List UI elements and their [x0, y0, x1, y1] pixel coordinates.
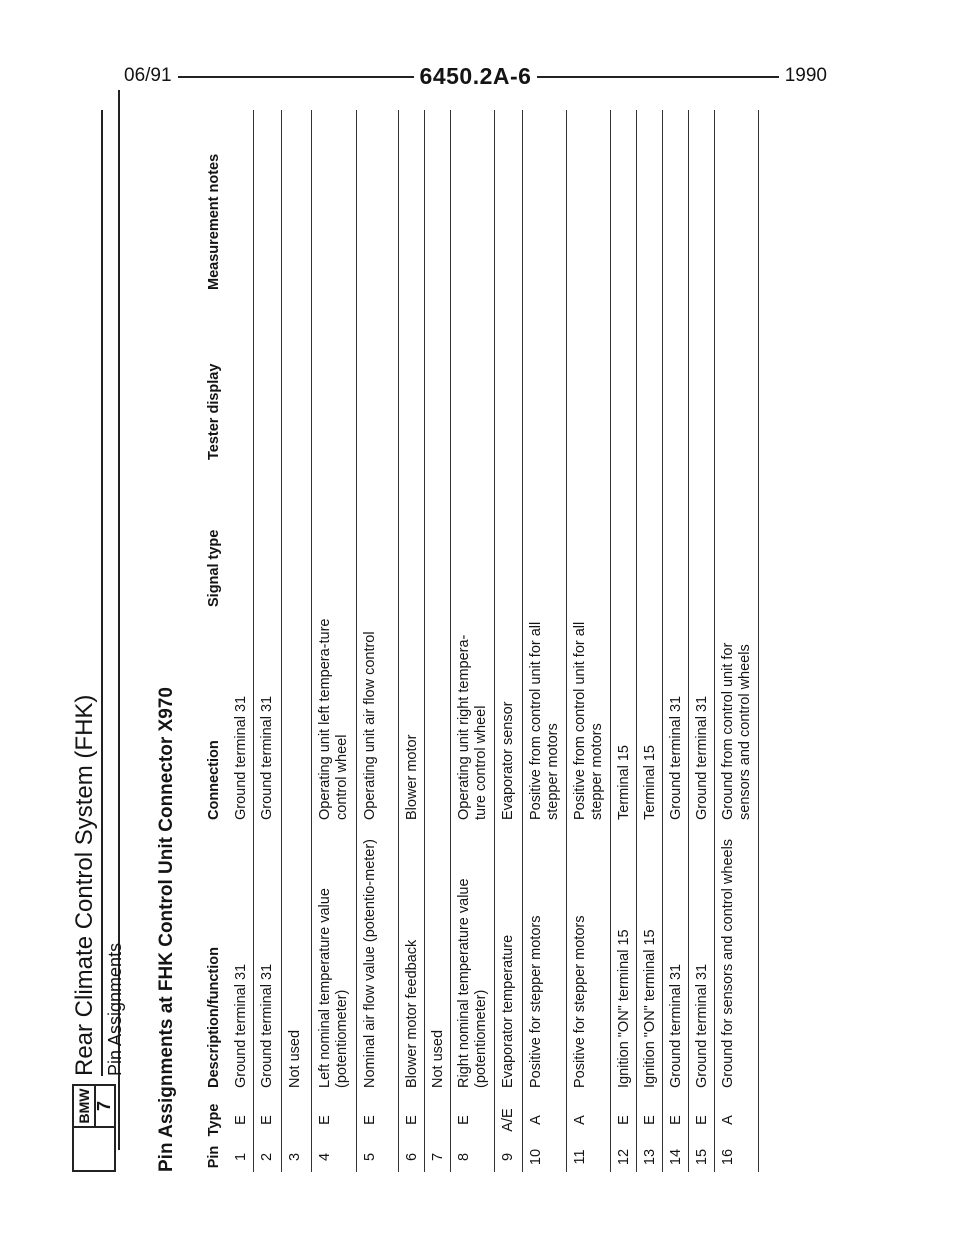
cell-description: Not used [430, 1029, 446, 1088]
cell-connection: Operating unit right tempera-ture control wheel [456, 634, 489, 820]
cell-pin: 7 [430, 1152, 446, 1162]
cell-pin: 13 [642, 1148, 658, 1166]
cell-type: E [694, 1115, 710, 1125]
cell-connection: Ground terminal 31 [694, 695, 710, 820]
pin-assignment-table [202, 110, 759, 1172]
rotated-page-content [72, 110, 792, 1172]
cell-description: Positive for stepper motors [572, 915, 588, 1088]
cell-pin: 16 [720, 1148, 736, 1166]
cell-connection: Ground terminal 31 [259, 695, 275, 820]
cell-type: E [233, 1115, 249, 1125]
logo-blank-box [74, 1126, 114, 1170]
col-header-description: Description/function [206, 947, 222, 1088]
cell-pin: 1 [233, 1152, 249, 1162]
cell-description: Ground for sensors and control wheels [720, 838, 736, 1088]
cell-type: E [616, 1115, 632, 1125]
page-subtitle: Pin Assignments [105, 942, 125, 1076]
table-row [637, 110, 663, 1172]
cell-connection: Operating unit left tempera-ture control wheel [317, 618, 350, 820]
table-row [451, 110, 495, 1172]
cell-connection: Positive from control unit for all stepper motors [528, 621, 561, 820]
cell-description: Ignition "ON" terminal 15 [642, 929, 658, 1088]
cell-description: Blower motor feedback [404, 939, 420, 1088]
col-header-signal-type: Signal type [206, 529, 222, 607]
cell-pin: 11 [572, 1149, 588, 1165]
cell-type: E [404, 1115, 420, 1125]
table-row [357, 110, 399, 1172]
cell-pin: 4 [317, 1152, 333, 1162]
table-row [254, 110, 282, 1172]
cell-pin: 3 [287, 1152, 303, 1162]
cell-type: A [720, 1115, 736, 1125]
cell-pin: 2 [259, 1152, 275, 1162]
cell-description: Positive for stepper motors [528, 915, 544, 1088]
logo-series: 7 [94, 1101, 114, 1112]
cell-description: Not used [287, 1029, 303, 1088]
header-year: 1990 [779, 62, 833, 90]
cell-connection: Terminal 15 [616, 745, 632, 820]
document-number: 6450.2A-6 [414, 62, 538, 90]
cell-pin: 9 [500, 1152, 516, 1162]
header-date: 06/91 [118, 62, 178, 90]
cell-description: Ground terminal 31 [694, 963, 710, 1088]
cell-description: Evaporator temperature [500, 934, 516, 1088]
cell-type: E [317, 1115, 333, 1125]
section-title: Pin Assignments at FHK Control Unit Connector X970 [156, 687, 177, 1172]
cell-type: E [362, 1115, 378, 1125]
cell-connection: Ground terminal 31 [233, 695, 249, 820]
bmw-series-logo [72, 1084, 116, 1172]
cell-connection: Ground terminal 31 [668, 695, 684, 820]
table-row [715, 110, 759, 1172]
cell-description: Right nominal temperature value (potentiometer) [456, 878, 489, 1088]
cell-type: E [259, 1115, 275, 1125]
cell-connection: Positive from control unit for all stepper motors [572, 621, 605, 820]
col-header-pin: Pin [206, 1145, 222, 1169]
cell-description: Ignition "ON" terminal 15 [616, 929, 632, 1088]
cell-description: Ground terminal 31 [259, 963, 275, 1088]
cell-pin: 15 [694, 1148, 710, 1166]
col-header-connection: Connection [206, 740, 222, 820]
cell-pin: 8 [456, 1152, 472, 1162]
page-title: Rear Climate Control System (FHK) [71, 694, 98, 1076]
cell-type: E [642, 1115, 658, 1125]
table-row [663, 110, 689, 1172]
cell-type [425, 1100, 430, 1140]
table-row [399, 110, 425, 1172]
cell-type: A [528, 1115, 544, 1125]
cell-description: Ground terminal 31 [233, 963, 249, 1088]
cell-connection: Operating unit air flow control [362, 631, 378, 820]
table-row [689, 110, 715, 1172]
cell-connection [282, 610, 287, 820]
table-row [495, 110, 523, 1172]
cell-connection: Terminal 15 [642, 745, 658, 820]
cell-pin: 6 [404, 1152, 420, 1162]
cell-pin: 5 [362, 1152, 378, 1162]
cell-connection: Evaporator sensor [500, 701, 516, 820]
cell-type [282, 1100, 287, 1140]
cell-connection: Ground from control unit for sensors and control wheels [720, 642, 753, 820]
cell-description: Ground terminal 31 [668, 963, 684, 1088]
col-header-measurement-notes: Measurement notes [206, 153, 222, 290]
cell-description: Left nominal temperature value (potentiometer) [317, 888, 350, 1088]
cell-type: E [668, 1115, 684, 1125]
table-row [425, 110, 451, 1172]
cell-type: E [456, 1115, 472, 1125]
col-header-type: Type [206, 1103, 222, 1137]
cell-connection [425, 610, 430, 820]
table-row [523, 110, 567, 1172]
logo-brand: BMW [74, 1086, 96, 1126]
table-header-row [202, 110, 228, 1172]
table-row [228, 110, 254, 1172]
cell-connection: Blower motor [404, 734, 420, 820]
cell-description: Nominal air flow value (potentio-meter) [362, 838, 378, 1088]
cell-pin: 12 [616, 1148, 632, 1166]
table-row [312, 110, 357, 1172]
table-row [282, 110, 312, 1172]
col-header-tester-display: Tester display [206, 363, 222, 460]
cell-pin: 14 [668, 1148, 684, 1166]
title-rule [101, 110, 103, 1076]
cell-type: A/E [500, 1108, 516, 1132]
page-header [118, 62, 833, 90]
cell-pin: 10 [528, 1148, 544, 1166]
table-row [567, 110, 611, 1172]
table-row [611, 110, 637, 1172]
cell-type: A [572, 1115, 588, 1125]
